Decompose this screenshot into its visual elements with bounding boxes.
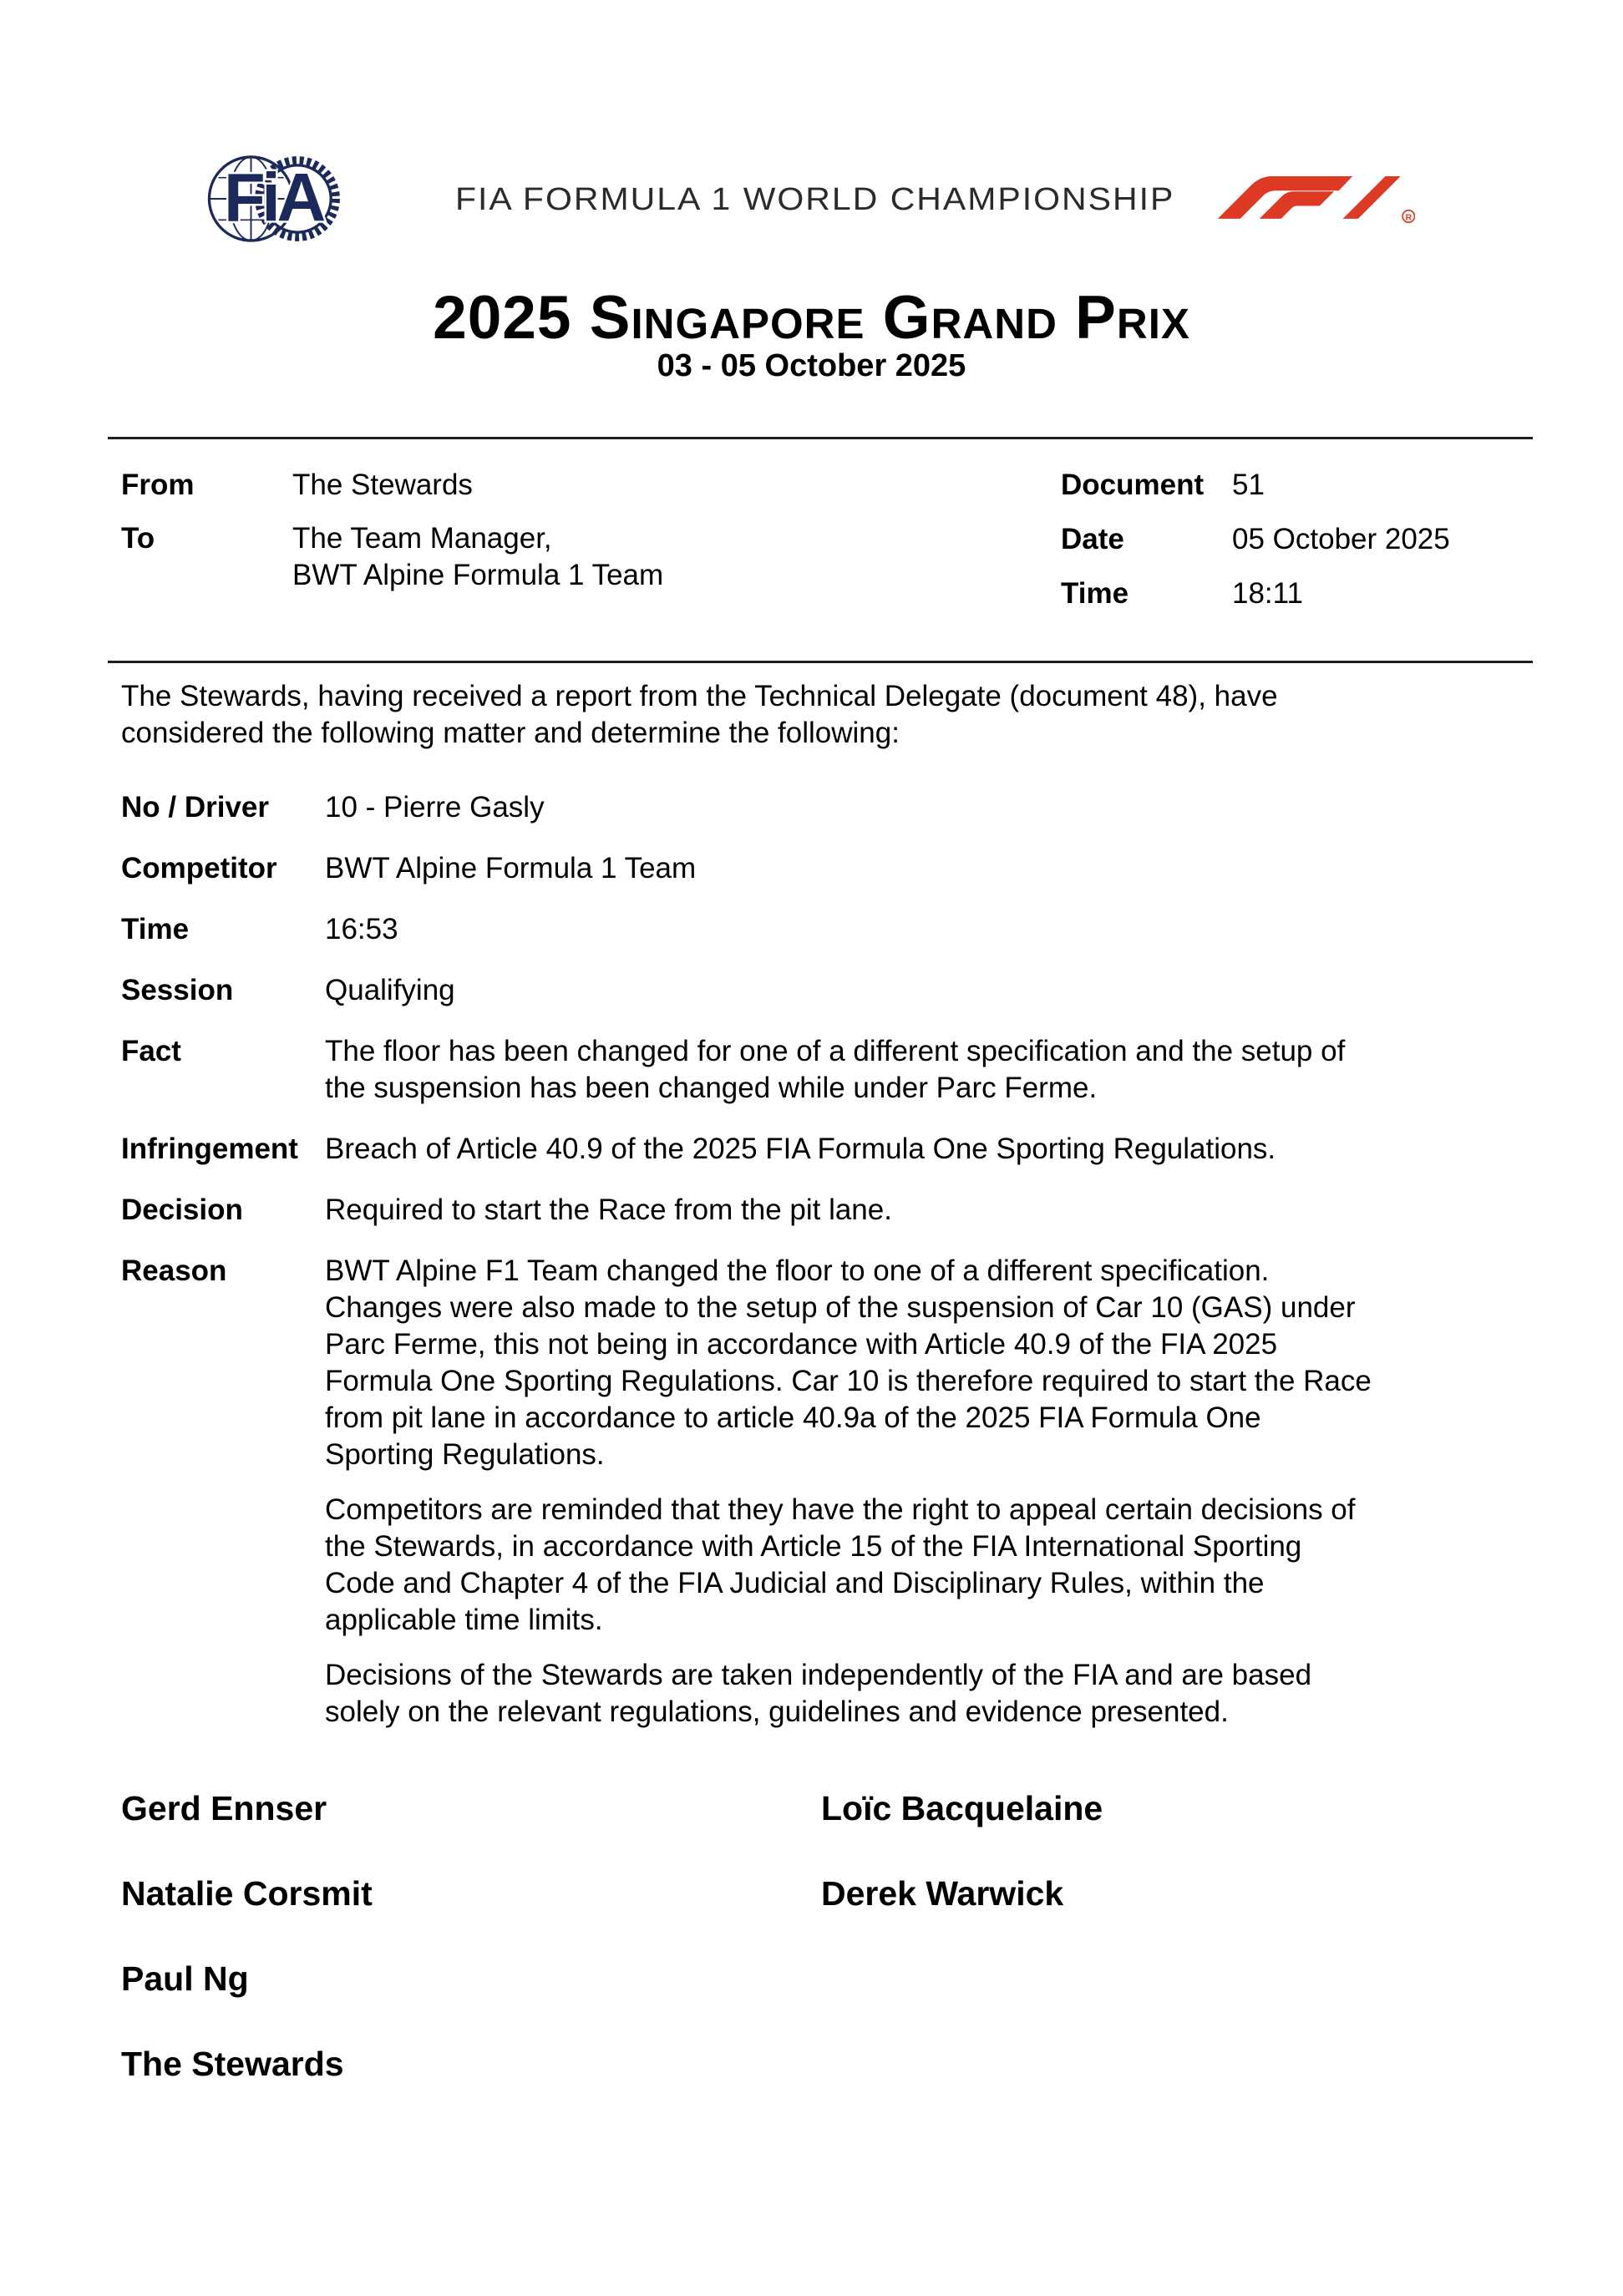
fact-value: The floor has been changed for one of a different specification and the setup of the suspension has been changed while under Parc Ferme. [325, 1035, 1346, 1104]
meta-document-date-time [1061, 467, 1533, 612]
field-row-decision [121, 1192, 1382, 1229]
meta-from-to [121, 467, 1061, 612]
field-row-competitor [121, 850, 1382, 887]
session-time-value: 16:53 [325, 913, 398, 945]
from-value: The Stewards [292, 469, 473, 501]
signature-row-1 [121, 1790, 1291, 1827]
event-title: 2025 Singapore Grand Prix [433, 284, 1190, 352]
session-label: Session [121, 974, 234, 1006]
competitor-label: Competitor [121, 852, 277, 884]
steward-signature: Natalie Corsmit [121, 1874, 373, 1913]
decision-fields [121, 789, 1382, 1731]
date-label: Date [1061, 523, 1124, 555]
steward-signature: Gerd Ennser [121, 1789, 327, 1827]
svg-text:R: R [1405, 212, 1413, 223]
date-value: 05 October 2025 [1232, 523, 1450, 555]
meta-row-document [1061, 467, 1533, 504]
meta-row-to [121, 520, 1061, 594]
reason-paragraph-1: BWT Alpine F1 Team changed the floor to one of a different specification. Changes were also made to the setup of the suspension of Car 10 (GAS) under Parc Ferme, this not being in accordance with Article 40.9 of the FIA 2025 Formula One Sporting Regulations. Car 10 is therefore required to start the Race from pit lane in accordance to article 40.9a of the 2025 FIA Formula One Sporting Regulations. [325, 1254, 1372, 1471]
steward-signature: Paul Ng [121, 1959, 249, 1998]
to-label: To [121, 522, 155, 555]
reason-value [325, 1253, 1373, 1731]
document-label: Document [1061, 469, 1205, 501]
infringement-label: Infringement [121, 1133, 298, 1165]
field-row-no-driver [121, 789, 1382, 826]
field-row-infringement [121, 1131, 1382, 1168]
from-label: From [121, 469, 195, 501]
infringement-value: Breach of Article 40.9 of the 2025 FIA Formula One Sporting Regulations. [325, 1133, 1276, 1165]
competitor-value: BWT Alpine Formula 1 Team [325, 852, 697, 884]
to-value [292, 520, 663, 594]
reason-paragraph-3: Decisions of the Stewards are taken independently of the FIA and are based solely on the relevant regulations, guidelines and evidence presented. [325, 1659, 1312, 1728]
field-row-session [121, 972, 1382, 1009]
document-value: 51 [1232, 469, 1265, 501]
to-value-line2: BWT Alpine Formula 1 Team [292, 559, 664, 591]
steward-signature: Loïc Bacquelaine [821, 1789, 1103, 1827]
session-time-label: Time [121, 913, 190, 945]
meta-row-from [121, 467, 1061, 504]
no-driver-value: 10 - Pierre Gasly [325, 791, 545, 824]
field-row-time [121, 911, 1382, 948]
field-row-fact [121, 1033, 1382, 1107]
document-meta-table [108, 437, 1533, 663]
event-dates: 03 - 05 October 2025 [657, 348, 966, 383]
to-value-line1: The Team Manager, [292, 522, 552, 555]
championship-title: FIA FORMULA 1 WORLD CHAMPIONSHIP [455, 181, 1175, 217]
fact-label: Fact [121, 1035, 181, 1067]
decision-label: Decision [121, 1194, 243, 1226]
no-driver-label: No / Driver [121, 791, 269, 824]
meta-row-date [1061, 521, 1533, 558]
signatures-footer: The Stewards [121, 2045, 344, 2083]
reason-label: Reason [121, 1254, 227, 1287]
signature-footer-row [121, 2045, 1291, 2082]
time-label: Time [1061, 577, 1129, 610]
signature-row-3 [121, 1960, 1291, 1997]
document-body [121, 678, 1382, 2131]
decision-value: Required to start the Race from the pit lane. [325, 1194, 892, 1226]
reason-paragraph-2: Competitors are reminded that they have the right to appeal certain decisions of the Stewards, in accordance with Article 15 of the FIA International Sporting Code and Chapter 4 of the FIA Judicial and Disciplinary Rules, within the applicable time limits. [325, 1493, 1356, 1636]
signatures-block [121, 1790, 1291, 2082]
signature-row-2 [121, 1875, 1291, 1912]
steward-signature: Derek Warwick [821, 1874, 1064, 1913]
fia-logo-letters: FiA [223, 160, 322, 236]
session-value: Qualifying [325, 974, 455, 1006]
meta-row-time [1061, 575, 1533, 612]
intro-paragraph: The Stewards, having received a report from the Technical Delegate (document 48), have considered the following matter and determine the following: [121, 680, 1278, 749]
registered-trademark-icon [1402, 210, 1414, 223]
fia-logo [207, 153, 341, 245]
field-row-reason [121, 1253, 1382, 1731]
f1-logo [1215, 167, 1415, 226]
time-value: 18:11 [1232, 577, 1303, 610]
